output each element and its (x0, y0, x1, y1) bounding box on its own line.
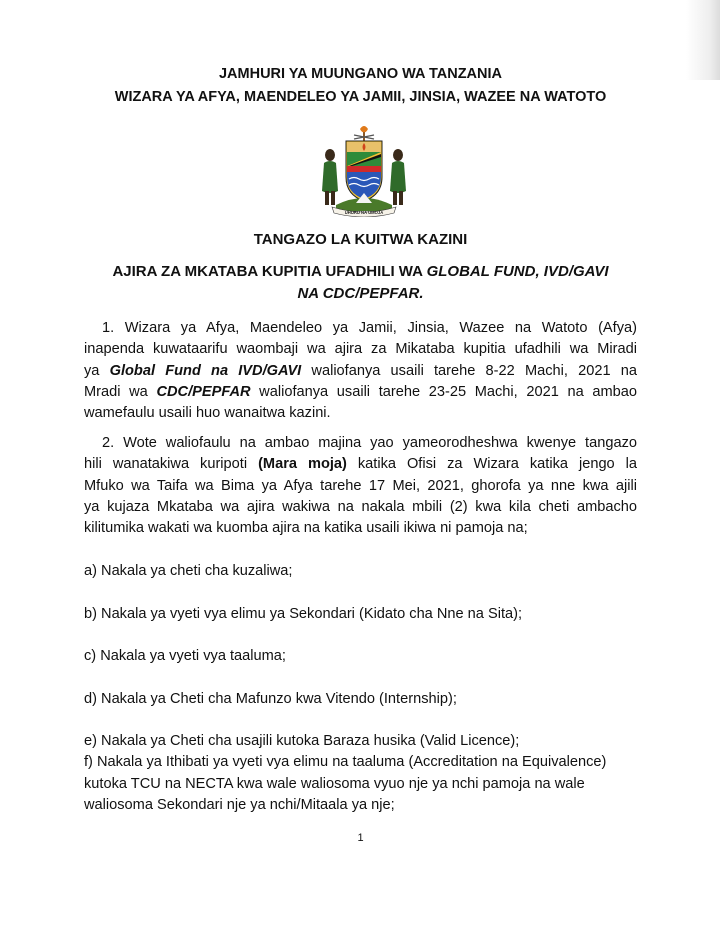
header-country: JAMHURI YA MUUNGANO WA TANZANIA (218, 66, 503, 82)
list-item-e: e) Nakala ya Cheti cha usajili kutoka Baraza husika (Valid Licence); (84, 733, 520, 749)
subtitle-line-1: AJIRA ZA MKATABA KUPITIA UFADHILI WA GLOBAL FUND, IVD/GAVI (112, 263, 609, 280)
funder-emphasis: Global Fund na IVD/GAVI (109, 362, 302, 379)
mara-moja-emphasis: (Mara moja) (258, 456, 347, 473)
subtitle-line-2: NA CDC/PEPFAR. (297, 285, 424, 302)
list-item-b: b) Nakala ya vyeti vya elimu ya Sekondari (Kidato cha Nne na Sita); (84, 606, 523, 622)
list-item-a: a) Nakala ya cheti cha kuzaliwa; (84, 563, 293, 579)
list-item-d: d) Nakala ya Cheti cha Mafunzo kwa Vitendo (Internship); (84, 691, 457, 707)
coat-of-arms-emblem (316, 125, 412, 217)
list-item-c: c) Nakala ya vyeti vya taaluma; (84, 648, 286, 664)
funder-names-emphasis: GLOBAL FUND, IVD/GAVI (426, 263, 609, 280)
paragraph-2: 2. Wote waliofaulu na ambao majina yao yameorodheshwa kwenye tangazo hili wanatakiwa kuripoti (Mara moja) katika Ofisi za Wizara katika jengo la Mfuko wa Taifa wa Bima ya Afya tarehe 17 Mei, 2021, ghorofa ya nne kwa ajili ya kujaza Mkataba wa ajira wakiwa na nakala mbili (2) kwa kila cheti ambacho kilitumika wakati wa kuomba ajira na katika usaili ikiwa ni pamoja na; (84, 435, 638, 537)
crest-motto-text: UHURU NA UMOJA (344, 210, 384, 215)
page-number: 1 (357, 832, 364, 844)
header-ministry: WIZARA YA AFYA, MAENDELEO YA JAMII, JINSIA, WAZEE NA WATOTO (114, 89, 607, 105)
funder-emphasis: CDC/PEPFAR (156, 383, 251, 400)
list-item-f: f) Nakala ya Ithibati ya vyeti vya elimu na taaluma (Accreditation na Equivalence) kutoka TCU na NECTA kwa wale waliosoma vyuo nje ya nchi pamoja na wale waliosoma Sekondari nje ya nchi/Mitaala ya nje; (84, 754, 607, 813)
page-curl-shadow (686, 0, 720, 80)
notice-title: TANGAZO LA KUITWA KAZINI (253, 231, 468, 248)
paragraph-1: 1. Wizara ya Afya, Maendeleo ya Jamii, Jinsia, Wazee na Watoto (Afya) inapenda kuwataarifu waombaji wa ajira za Mikataba kupitia ufadhili wa Miradi ya Global Fund na IVD/GAVI waliofanya usaili tarehe 8-22 Machi, 2021 na Mradi wa CDC/PEPFAR waliofanya usaili tarehe 23-25 Machi, 2021 na ambao wamefaulu usaili huo wanaitwa kazini. (84, 320, 637, 422)
